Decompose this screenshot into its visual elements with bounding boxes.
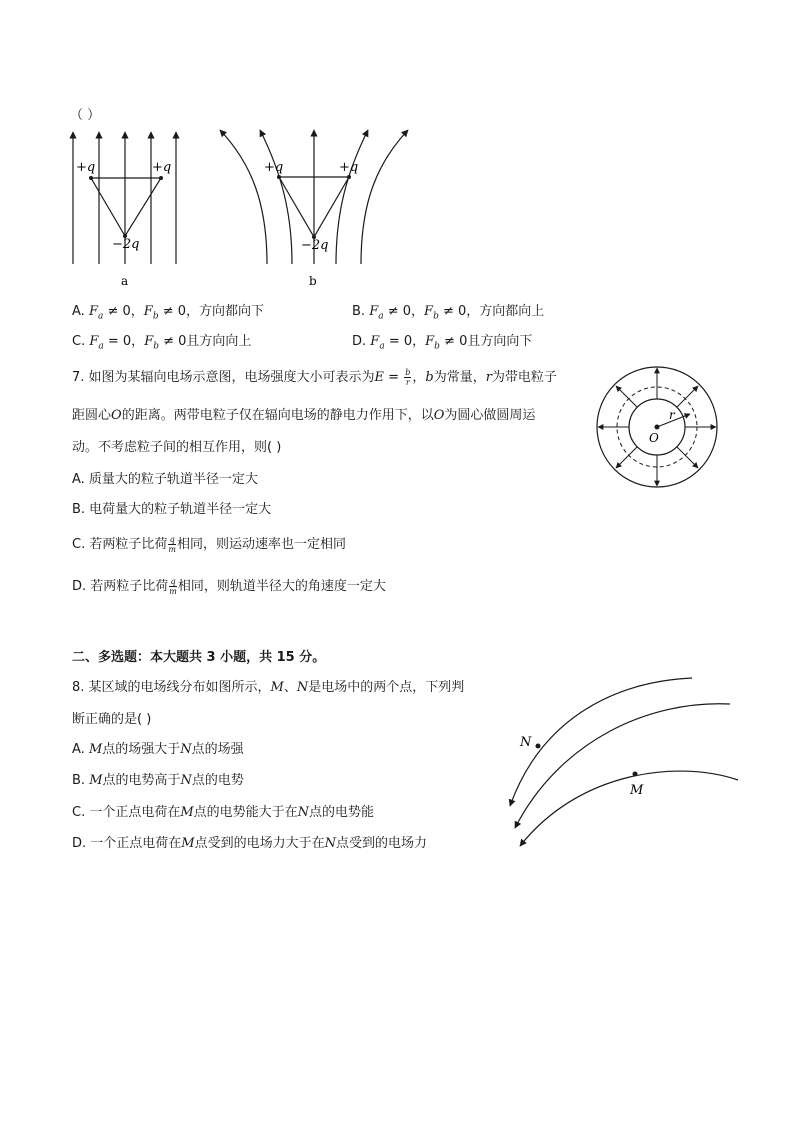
q8-option-c[interactable] — [72, 801, 374, 820]
relation: ≠ 0， — [383, 304, 425, 319]
label-r: r — [669, 408, 675, 422]
text: 相同，则运动速率也一定相同 — [176, 537, 346, 552]
option-text: 且方向向下 — [467, 334, 533, 349]
text: ， — [412, 370, 426, 385]
figure-caption-a: a — [121, 274, 129, 288]
label-n: N — [520, 735, 532, 750]
label-plus-q-left: +q — [76, 160, 96, 175]
frac-den: m — [169, 587, 177, 596]
field-line — [220, 130, 267, 264]
text: 距圆心 — [72, 408, 112, 423]
radial-arrow — [677, 386, 698, 407]
q6-answer-paren: （ ） — [70, 108, 101, 123]
q6-figure-b — [212, 124, 417, 290]
q8-figure-field-lines — [500, 670, 750, 860]
q7-option-b[interactable]: B. 电荷量大的粒子轨道半径一定大 — [72, 502, 272, 517]
frac-num: b — [405, 368, 411, 377]
var-sub: b — [434, 341, 440, 352]
var-f: F — [369, 304, 379, 319]
q7-option-d[interactable] — [72, 575, 386, 596]
fraction-q-over-m — [168, 535, 176, 554]
q8-option-a[interactable] — [72, 738, 244, 757]
var-f: F — [143, 304, 153, 319]
text: D. 一个正点电荷在 — [72, 836, 182, 851]
q6-option-d[interactable] — [352, 330, 532, 352]
q7-figure-radial-field — [592, 362, 722, 492]
point-m — [633, 772, 638, 777]
charge-dot — [347, 175, 351, 179]
var-n: N — [180, 773, 192, 788]
q6-figure-a — [62, 128, 192, 290]
label-minus-2q: −2q — [301, 238, 329, 253]
var-m: M — [181, 836, 195, 851]
text: 点受到的电场力 — [335, 836, 427, 851]
var-m: M — [88, 742, 103, 757]
var-sub: b — [433, 311, 439, 322]
relation: ≠ 0 — [158, 334, 187, 349]
var-sub: a — [378, 311, 384, 322]
text: C. 一个正点电荷在 — [72, 805, 181, 820]
text: 为圆心做圆周运 — [444, 408, 536, 423]
var-e: E — [374, 370, 385, 385]
var-f: F — [424, 304, 434, 319]
var-n: N — [180, 742, 192, 757]
frac-den: r — [405, 378, 410, 387]
frac-num: q — [169, 535, 175, 544]
var-r: r — [485, 370, 492, 385]
var-sub: a — [97, 311, 104, 322]
text: 点的场强大于 — [102, 742, 181, 757]
relation: ≠ 0 — [439, 334, 468, 349]
q6-option-c[interactable] — [72, 330, 251, 352]
text: 的距离。两带电粒子仅在辐向电场的静电力作用下，以 — [121, 408, 434, 423]
radial-arrow — [616, 447, 637, 468]
text: 点的场强 — [191, 742, 244, 757]
var-sub: a — [98, 341, 104, 352]
field-line — [361, 130, 408, 264]
text: A. — [72, 742, 89, 757]
charge-dot — [89, 176, 93, 180]
figure-caption-b: b — [309, 274, 317, 288]
text: 点的电势高于 — [102, 773, 181, 788]
q7-option-c[interactable] — [72, 533, 346, 554]
option-text: 且方向向上 — [186, 334, 252, 349]
section-heading-multiple-choice: 二、多选题：本大题共 3 小题，共 15 分。 — [72, 650, 326, 665]
field-line — [336, 130, 368, 264]
option-text: 方向都向下 — [199, 304, 265, 319]
var-o: O — [433, 408, 445, 423]
label-m: M — [630, 783, 644, 798]
text: 点受到的电场力大于在 — [194, 836, 325, 851]
text: 点的电势能 — [309, 805, 375, 820]
field-line — [520, 771, 738, 846]
var-f: F — [89, 334, 99, 349]
option-prefix: D. — [352, 334, 371, 349]
text: D. 若两粒子比荷 — [72, 579, 169, 594]
relation: = 0， — [384, 334, 426, 349]
frac-num: q — [170, 577, 176, 586]
center-dot — [655, 425, 660, 430]
option-text: 方向都向上 — [479, 304, 545, 319]
var-n: N — [324, 836, 336, 851]
var-b: b — [425, 370, 434, 385]
relation: ≠ 0， — [158, 304, 200, 319]
text: 是电场中的两个点，下列判 — [308, 680, 465, 695]
text: 点的电势 — [191, 773, 244, 788]
label-plus-q-right: +q — [339, 160, 359, 175]
var-m: M — [270, 680, 284, 695]
point-n — [536, 744, 541, 749]
text: 相同，则轨道半径大的角速度一定大 — [177, 579, 386, 594]
var-o: O — [111, 408, 122, 423]
var-f: F — [88, 304, 98, 319]
label-plus-q-left: +q — [264, 160, 284, 175]
fraction-b-over-r — [404, 368, 411, 387]
option-prefix: B. — [352, 304, 370, 319]
text: 8. 某区域的电场线分布如图所示， — [72, 680, 271, 695]
q8-stem-line-1 — [72, 676, 464, 695]
var-sub: b — [153, 341, 159, 352]
radial-arrow — [677, 447, 698, 468]
q8-option-b[interactable] — [72, 769, 244, 788]
equals: = — [384, 370, 404, 385]
option-prefix: A. — [72, 304, 89, 319]
var-m: M — [180, 805, 194, 820]
field-line — [515, 704, 730, 828]
var-sub: b — [152, 311, 159, 322]
var-m: M — [89, 773, 103, 788]
q7-stem-line-1 — [72, 366, 557, 387]
text: 为带电粒子 — [491, 370, 557, 385]
radial-arrow — [616, 386, 637, 407]
field-line — [260, 130, 292, 264]
q7-stem-line-3: 动。不考虑粒子间的相互作用，则( ) — [72, 440, 282, 455]
var-f: F — [425, 334, 435, 349]
text: B. — [72, 773, 90, 788]
q8-option-d[interactable] — [72, 832, 427, 851]
fraction-q-over-m — [169, 577, 177, 596]
q7-option-a[interactable]: A. 质量大的粒子轨道半径一定大 — [72, 472, 258, 487]
charge-dot — [159, 176, 163, 180]
q7-stem-line-2 — [72, 404, 535, 423]
relation: = 0， — [103, 334, 145, 349]
option-prefix: C. — [72, 334, 90, 349]
text: C. 若两粒子比荷 — [72, 537, 168, 552]
text: 点的电势能大于在 — [193, 805, 298, 820]
var-n: N — [297, 805, 310, 820]
text: 、 — [283, 680, 297, 695]
var-f: F — [144, 334, 154, 349]
relation: ≠ 0， — [438, 304, 480, 319]
text: 7. 如图为某辐向电场示意图，电场强度大小可表示为 — [72, 370, 375, 385]
q6-option-b[interactable] — [352, 300, 544, 322]
label-plus-q-right: +q — [152, 160, 172, 175]
charge-dot — [277, 175, 281, 179]
var-f: F — [370, 334, 380, 349]
q8-stem-line-2: 断正确的是( ) — [72, 712, 152, 727]
text: 为常量， — [433, 370, 486, 385]
label-o: O — [649, 431, 659, 445]
var-n: N — [296, 680, 309, 695]
field-line — [510, 678, 692, 806]
label-minus-2q: −2q — [112, 237, 140, 252]
frac-den: m — [168, 545, 176, 554]
var-sub: a — [379, 341, 385, 352]
relation: ≠ 0， — [103, 304, 144, 319]
q6-option-a[interactable] — [72, 300, 264, 322]
